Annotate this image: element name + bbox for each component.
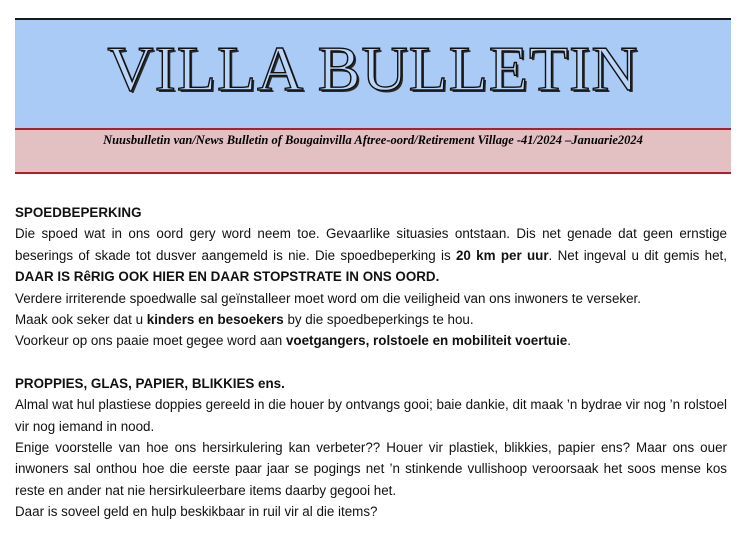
speed-p4-text-a: Voorkeur op ons paaie moet gegee word aan [15,333,286,349]
bulletin-subtitle: Nuusbulletin van/News Bulletin of Bougainvilla Aftree-oord/Retirement Village -41/2024 –Januarie2024 [103,133,643,147]
pedestrians-emphasis: voetgangers, rolstoele en mobiliteit voertuie [285,333,568,349]
speed-p3-text-c: by die spoedbeperkings te hou. [283,312,474,328]
section-heading-recycling: PROPPIES, GLAS, PAPIER, BLIKKIES ens. [15,375,285,391]
speed-limit-value: 20 km per uur [455,247,549,263]
speed-p1-text-c: . Net ingeval u dit gemis het, [548,247,728,263]
speed-paragraph-2: Verdere irriterende spoedwalle sal geïnstalleer moet word om die veiligheid van ons inwoners te verseker. [15,290,641,306]
speed-paragraph-4 [15,330,727,351]
recycling-paragraph-2: Enige voorstelle van hoe ons hersirkulering kan verbeter?? Houer vir plastiek, blikkies, papier ens? Maar ons ouer inwoners sal onthou hoe die eerste paar jaar se pogings net ’n stinkende vullishoop veroorsaak het soos mense kos reste en ander nat nie hersirkuleerbare items daarby gegooi het. [15,440,727,498]
bulletin-body [15,202,727,523]
subtitle-band [15,128,731,174]
speed-p3-text-a: Maak ook seker dat u [15,312,147,328]
kids-visitors-emphasis: kinders en besoekers [146,312,284,328]
section-spacer [15,352,727,373]
speed-paragraph-3 [15,309,727,330]
stop-streets-notice: DAAR IS RêRIG OOK HIER EN DAAR STOPSTRATE IN ONS OORD. [15,269,440,285]
recycling-paragraph-1: Almal wat hul plastiese doppies gereeld in die houer by ontvangs gooi; baie dankie, dit maak ’n bydrae vir nog ’n rolstoel vir nog iemand in nood. [15,397,727,434]
bulletin-title: VILLA BULLETIN [107,33,639,104]
speed-p1-text-a: Die spoed wat in ons oord gery word neem toe. Gevaarlike situasies ontstaan. Dis net genade dat geen ernstige beserings of skade tot dusver aangemeld is nie. Die spoedbeperking is [15,226,727,263]
speed-p4-text-c: . [567,333,571,349]
masthead-banner [15,18,731,130]
speed-paragraph-1 [15,223,727,287]
recycling-paragraph-3: Daar is soveel geld en hulp beskikbaar in ruil vir al die items? [15,504,378,520]
section-heading-speed: SPOEDBEPERKING [15,205,142,220]
